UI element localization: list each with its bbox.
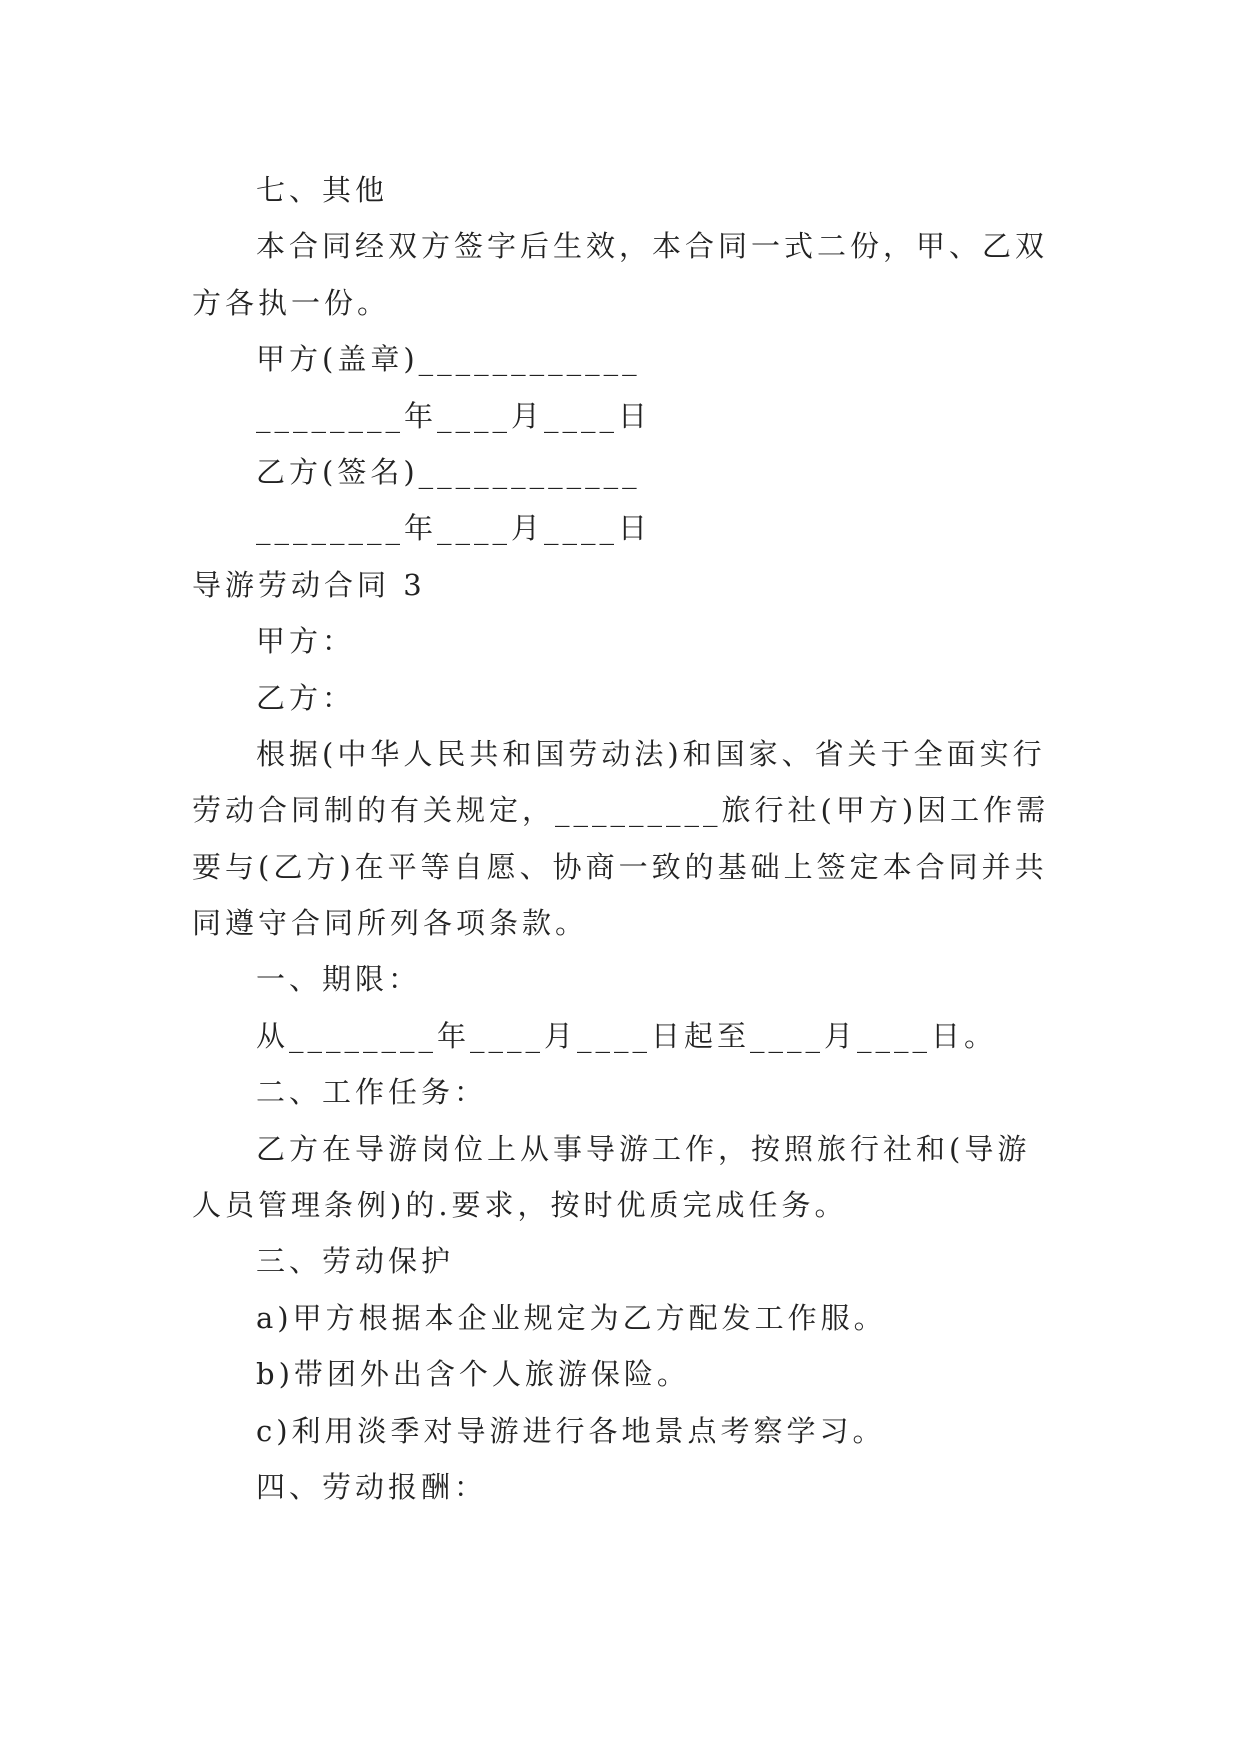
contract-title: 导游劳动合同 3: [192, 567, 426, 602]
section-heading-remuneration: 四、劳动报酬：: [256, 1469, 488, 1504]
section-heading-other: 七、其他: [256, 173, 389, 207]
document-body: [192, 162, 1052, 1515]
paragraph-line: 根据(中华人民共和国劳动法)和国家、省关于全面实行: [256, 736, 1046, 771]
term-date-line: 从________年____月____日起至____月____日。: [256, 1018, 998, 1053]
paragraph-line: 乙方在导游岗位上从事导游工作，按照旅行社和(导游: [256, 1131, 1031, 1166]
paragraph-line: 人员管理条例)的.要求，按时优质完成任务。: [192, 1188, 848, 1223]
party-b-label: 乙方：: [256, 680, 356, 715]
list-item: b)带团外出含个人旅游保险。: [256, 1357, 690, 1392]
list-item: a)甲方根据本企业规定为乙方配发工作服。: [256, 1300, 887, 1335]
section-heading-protection: 三、劳动保护: [256, 1244, 455, 1279]
party-a-date-line: ________年____月____日: [256, 398, 652, 433]
party-b-date-line: ________年____月____日: [256, 511, 652, 546]
party-a-signature-line: 甲方(盖章)____________: [256, 342, 641, 377]
paragraph-line: 方各执一份。: [192, 285, 391, 320]
party-a-label: 甲方：: [256, 624, 356, 659]
section-heading-tasks: 二、工作任务：: [256, 1075, 488, 1110]
section-heading-term: 一、期限：: [256, 962, 422, 997]
paragraph-line: 要与(乙方)在平等自愿、协商一致的基础上签定本合同并共: [192, 849, 1048, 884]
list-item: c)利用淡季对导游进行各地景点考察学习。: [256, 1413, 886, 1448]
party-b-signature-line: 乙方(签名)____________: [256, 454, 641, 489]
paragraph-line: 同遵守合同所列各项条款。: [192, 906, 589, 941]
paragraph-line: 劳动合同制的有关规定，_________旅行社(甲方)因工作需: [192, 793, 1050, 828]
paragraph-line: 本合同经双方签字后生效，本合同一式二份，甲、乙双: [256, 229, 1049, 264]
